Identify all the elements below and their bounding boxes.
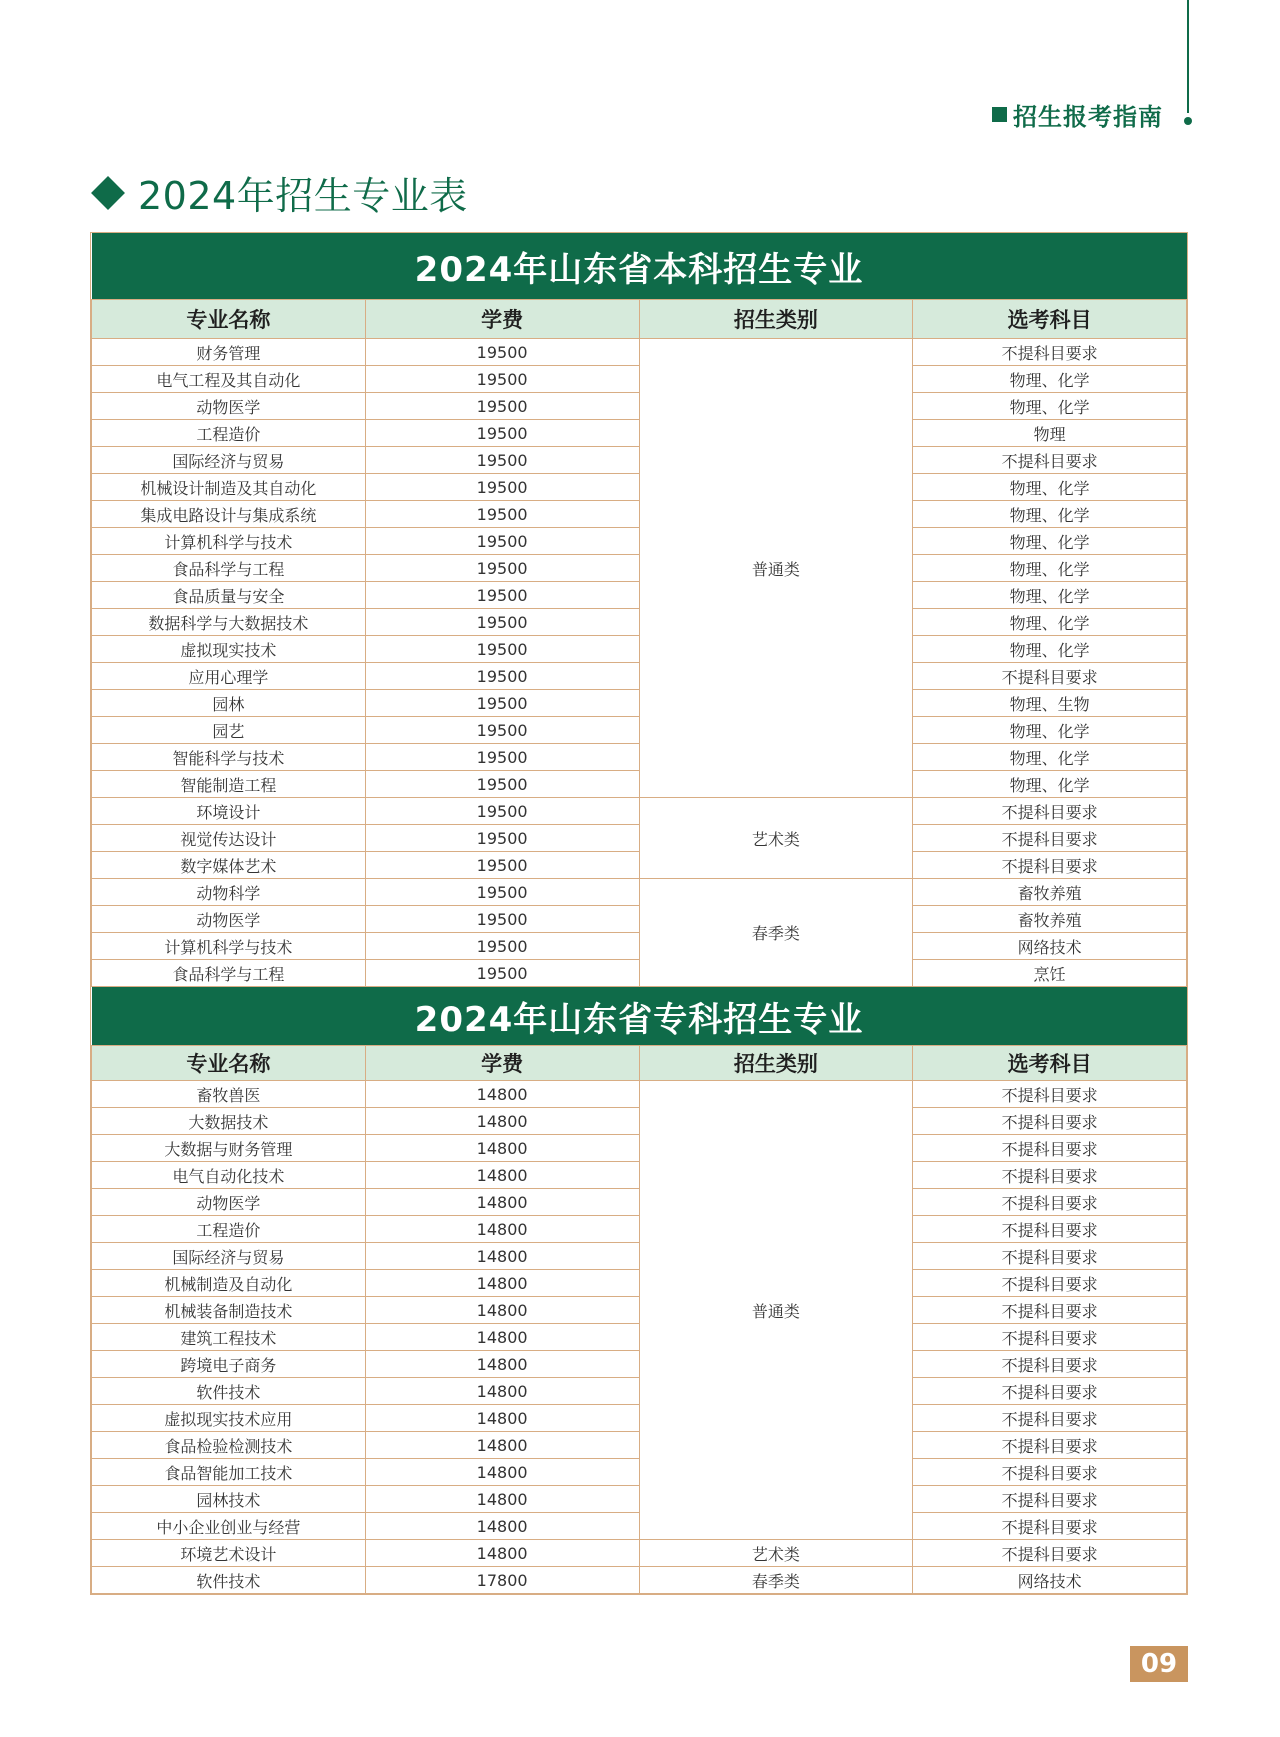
subjects-cell: 物理 <box>913 420 1187 447</box>
decorative-dot <box>1184 117 1192 125</box>
subjects-cell: 不提科目要求 <box>913 1324 1187 1351</box>
subjects-cell: 不提科目要求 <box>913 1135 1187 1162</box>
diamond-bullet-icon <box>91 176 125 210</box>
subjects-cell: 物理、化学 <box>913 744 1187 771</box>
subjects-cell: 不提科目要求 <box>913 1513 1187 1540</box>
tuition-cell: 19500 <box>365 798 639 825</box>
subjects-cell: 不提科目要求 <box>913 852 1187 879</box>
major-name-cell: 食品科学与工程 <box>92 960 366 987</box>
tuition-cell: 14800 <box>365 1081 639 1108</box>
major-name-cell: 机械制造及自动化 <box>92 1270 366 1297</box>
undergrad-banner-title: 2024年山东省本科招生专业 <box>92 233 1187 300</box>
subjects-cell: 物理、化学 <box>913 582 1187 609</box>
subjects-cell: 物理、化学 <box>913 501 1187 528</box>
subjects-cell: 物理、化学 <box>913 771 1187 798</box>
tuition-cell: 19500 <box>365 474 639 501</box>
tuition-cell: 19500 <box>365 690 639 717</box>
major-name-cell: 动物医学 <box>92 393 366 420</box>
subjects-cell: 物理、化学 <box>913 636 1187 663</box>
major-name-cell: 虚拟现实技术 <box>92 636 366 663</box>
tuition-cell: 14800 <box>365 1513 639 1540</box>
tuition-cell: 19500 <box>365 825 639 852</box>
subjects-cell: 不提科目要求 <box>913 1243 1187 1270</box>
table-row <box>92 879 1187 906</box>
decorative-vertical-line <box>1187 0 1189 113</box>
major-name-cell: 数据科学与大数据技术 <box>92 609 366 636</box>
subjects-cell: 不提科目要求 <box>913 1162 1187 1189</box>
major-name-cell: 智能制造工程 <box>92 771 366 798</box>
subjects-cell: 物理、化学 <box>913 366 1187 393</box>
subjects-cell: 不提科目要求 <box>913 1351 1187 1378</box>
tuition-cell: 19500 <box>365 960 639 987</box>
column-header-subjects: 选考科目 <box>913 1046 1187 1081</box>
square-bullet-icon <box>992 107 1007 122</box>
major-name-cell: 视觉传达设计 <box>92 825 366 852</box>
major-name-cell: 软件技术 <box>92 1378 366 1405</box>
tuition-cell: 14800 <box>365 1243 639 1270</box>
major-name-cell: 中小企业创业与经营 <box>92 1513 366 1540</box>
column-header-name: 专业名称 <box>92 1046 366 1081</box>
section-title-text: 2024年招生专业表 <box>138 174 468 218</box>
major-name-cell: 动物科学 <box>92 879 366 906</box>
major-name-cell: 机械装备制造技术 <box>92 1297 366 1324</box>
major-name-cell: 应用心理学 <box>92 663 366 690</box>
tuition-cell: 14800 <box>365 1351 639 1378</box>
table-row <box>92 339 1187 366</box>
junior-banner-title: 2024年山东省专科招生专业 <box>92 987 1187 1046</box>
column-header-fee: 学费 <box>365 300 639 339</box>
major-name-cell: 工程造价 <box>92 420 366 447</box>
subjects-cell: 物理、化学 <box>913 717 1187 744</box>
tuition-cell: 14800 <box>365 1297 639 1324</box>
subjects-cell: 物理、化学 <box>913 474 1187 501</box>
major-name-cell: 跨境电子商务 <box>92 1351 366 1378</box>
category-cell: 普通类 <box>639 339 913 798</box>
tuition-cell: 19500 <box>365 420 639 447</box>
major-name-cell: 食品科学与工程 <box>92 555 366 582</box>
major-name-cell: 计算机科学与技术 <box>92 933 366 960</box>
major-name-cell: 动物医学 <box>92 1189 366 1216</box>
tuition-cell: 19500 <box>365 528 639 555</box>
column-header-category: 招生类别 <box>639 300 913 339</box>
tuition-cell: 19500 <box>365 339 639 366</box>
tuition-cell: 14800 <box>365 1405 639 1432</box>
subjects-cell: 不提科目要求 <box>913 1216 1187 1243</box>
undergrad-banner-row <box>92 233 1187 300</box>
major-name-cell: 电气工程及其自动化 <box>92 366 366 393</box>
major-name-cell: 畜牧兽医 <box>92 1081 366 1108</box>
subjects-cell: 不提科目要求 <box>913 1270 1187 1297</box>
tuition-cell: 19500 <box>365 933 639 960</box>
subjects-cell: 烹饪 <box>913 960 1187 987</box>
tuition-cell: 14800 <box>365 1324 639 1351</box>
tuition-cell: 14800 <box>365 1378 639 1405</box>
subjects-cell: 不提科目要求 <box>913 1486 1187 1513</box>
major-name-cell: 数字媒体艺术 <box>92 852 366 879</box>
major-name-cell: 食品检验检测技术 <box>92 1432 366 1459</box>
subjects-cell: 不提科目要求 <box>913 447 1187 474</box>
table-row <box>92 798 1187 825</box>
subjects-cell: 不提科目要求 <box>913 1540 1187 1567</box>
subjects-cell: 物理、化学 <box>913 609 1187 636</box>
page-number: 09 <box>1130 1646 1188 1682</box>
subjects-cell: 不提科目要求 <box>913 1081 1187 1108</box>
tuition-cell: 14800 <box>365 1270 639 1297</box>
junior-header-row <box>92 1046 1187 1081</box>
tuition-cell: 19500 <box>365 582 639 609</box>
tuition-cell: 17800 <box>365 1567 639 1594</box>
category-cell: 艺术类 <box>639 798 913 879</box>
tuition-cell: 19500 <box>365 501 639 528</box>
tuition-cell: 19500 <box>365 663 639 690</box>
admissions-table <box>90 232 1188 1595</box>
tuition-cell: 19500 <box>365 879 639 906</box>
major-name-cell: 环境设计 <box>92 798 366 825</box>
tuition-cell: 19500 <box>365 636 639 663</box>
major-name-cell: 智能科学与技术 <box>92 744 366 771</box>
major-name-cell: 机械设计制造及其自动化 <box>92 474 366 501</box>
major-name-cell: 环境艺术设计 <box>92 1540 366 1567</box>
column-header-category: 招生类别 <box>639 1046 913 1081</box>
tuition-cell: 14800 <box>365 1189 639 1216</box>
tuition-cell: 19500 <box>365 744 639 771</box>
table-row <box>92 1567 1187 1594</box>
category-cell: 普通类 <box>639 1081 913 1540</box>
major-name-cell: 财务管理 <box>92 339 366 366</box>
subjects-cell: 畜牧养殖 <box>913 879 1187 906</box>
major-name-cell: 软件技术 <box>92 1567 366 1594</box>
subjects-cell: 不提科目要求 <box>913 1378 1187 1405</box>
tuition-cell: 14800 <box>365 1108 639 1135</box>
subjects-cell: 不提科目要求 <box>913 798 1187 825</box>
major-name-cell: 食品质量与安全 <box>92 582 366 609</box>
tuition-cell: 19500 <box>365 447 639 474</box>
major-name-cell: 电气自动化技术 <box>92 1162 366 1189</box>
table-row <box>92 1540 1187 1567</box>
major-name-cell: 集成电路设计与集成系统 <box>92 501 366 528</box>
tuition-cell: 19500 <box>365 393 639 420</box>
tuition-cell: 19500 <box>365 771 639 798</box>
subjects-cell: 不提科目要求 <box>913 663 1187 690</box>
running-header <box>992 97 1163 132</box>
subjects-cell: 不提科目要求 <box>913 1297 1187 1324</box>
undergrad-header-row <box>92 300 1187 339</box>
subjects-cell: 不提科目要求 <box>913 1405 1187 1432</box>
tuition-cell: 14800 <box>365 1459 639 1486</box>
tuition-cell: 19500 <box>365 717 639 744</box>
major-name-cell: 大数据技术 <box>92 1108 366 1135</box>
major-name-cell: 园艺 <box>92 717 366 744</box>
subjects-cell: 不提科目要求 <box>913 825 1187 852</box>
major-name-cell: 工程造价 <box>92 1216 366 1243</box>
major-name-cell: 虚拟现实技术应用 <box>92 1405 366 1432</box>
major-name-cell: 国际经济与贸易 <box>92 447 366 474</box>
subjects-cell: 物理、化学 <box>913 528 1187 555</box>
category-cell: 艺术类 <box>639 1540 913 1567</box>
tuition-cell: 19500 <box>365 555 639 582</box>
major-name-cell: 计算机科学与技术 <box>92 528 366 555</box>
subjects-cell: 网络技术 <box>913 933 1187 960</box>
subjects-cell: 网络技术 <box>913 1567 1187 1594</box>
major-name-cell: 国际经济与贸易 <box>92 1243 366 1270</box>
major-name-cell: 大数据与财务管理 <box>92 1135 366 1162</box>
running-header-text: 招生报考指南 <box>1013 103 1163 131</box>
tuition-cell: 14800 <box>365 1486 639 1513</box>
subjects-cell: 不提科目要求 <box>913 1108 1187 1135</box>
tuition-cell: 19500 <box>365 852 639 879</box>
table-row <box>92 1081 1187 1108</box>
category-cell: 春季类 <box>639 1567 913 1594</box>
column-header-fee: 学费 <box>365 1046 639 1081</box>
tuition-cell: 19500 <box>365 609 639 636</box>
junior-banner-row <box>92 987 1187 1046</box>
tuition-cell: 14800 <box>365 1162 639 1189</box>
subjects-cell: 畜牧养殖 <box>913 906 1187 933</box>
column-header-subjects: 选考科目 <box>913 300 1187 339</box>
major-name-cell: 动物医学 <box>92 906 366 933</box>
category-cell: 春季类 <box>639 879 913 987</box>
subjects-cell: 物理、化学 <box>913 393 1187 420</box>
column-header-name: 专业名称 <box>92 300 366 339</box>
tuition-cell: 19500 <box>365 906 639 933</box>
subjects-cell: 不提科目要求 <box>913 1189 1187 1216</box>
major-name-cell: 园林 <box>92 690 366 717</box>
tuition-cell: 14800 <box>365 1135 639 1162</box>
major-name-cell: 园林技术 <box>92 1486 366 1513</box>
subjects-cell: 不提科目要求 <box>913 339 1187 366</box>
tuition-cell: 19500 <box>365 366 639 393</box>
tuition-cell: 14800 <box>365 1432 639 1459</box>
major-name-cell: 建筑工程技术 <box>92 1324 366 1351</box>
subjects-cell: 物理、生物 <box>913 690 1187 717</box>
tuition-cell: 14800 <box>365 1540 639 1567</box>
section-title <box>90 165 468 220</box>
tuition-cell: 14800 <box>365 1216 639 1243</box>
major-name-cell: 食品智能加工技术 <box>92 1459 366 1486</box>
subjects-cell: 不提科目要求 <box>913 1432 1187 1459</box>
subjects-cell: 不提科目要求 <box>913 1459 1187 1486</box>
subjects-cell: 物理、化学 <box>913 555 1187 582</box>
